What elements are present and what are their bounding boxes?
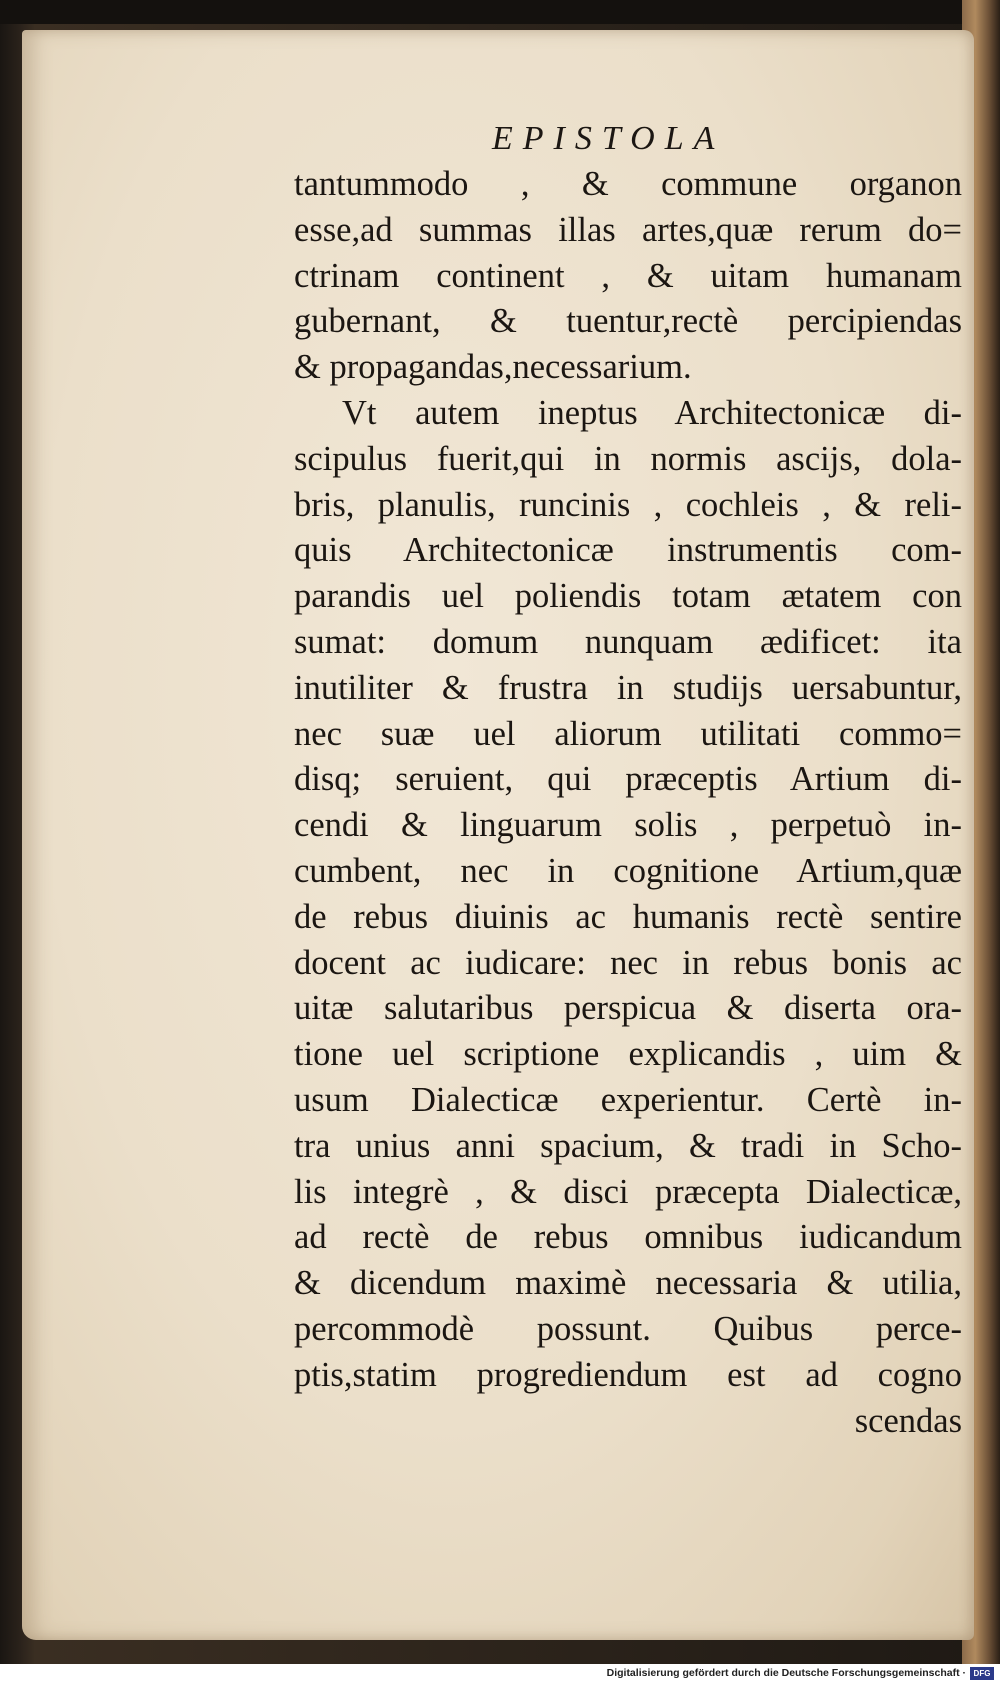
text-line: & dicendum maximè necessaria & utilia, [294,1264,962,1303]
text-line: quis Architectonicæ instrumentis com- [294,531,962,570]
text-line: inutiliter & frustra in studijs uersabuntur, [294,668,962,707]
text-line: percommodè possunt. Quibus perce- [294,1309,962,1348]
text-line: usum Dialecticæ experientur. Certè in- [294,1080,962,1119]
text-line: Vt autem ineptus Architectonicæ di- [342,393,962,432]
text-line: nec suæ uel aliorum utilitati commo= [294,714,962,753]
text-line: bris, planulis, runcinis , cochleis , & reli- [294,485,962,524]
text-line: lis integrè , & disci præcepta Dialecticæ, [294,1172,962,1211]
book-page [22,30,974,1640]
text-line: ptis,statim progrediendum est ad cogno [294,1355,962,1394]
text-line: cumbent, nec in cognitione Artium,quæ [294,851,962,890]
text-line: docent ac iudicare: nec in rebus bonis ac [294,943,962,982]
text-line: ad rectè de rebus omnibus iudicandum [294,1218,962,1257]
text-line: scipulus fuerit,qui in normis ascijs, dola- [294,439,962,478]
text-line: de rebus diuinis ac humanis rectè sentire [294,897,962,936]
text-line: & propagandas,necessarium. [294,348,692,387]
text-line: disq; seruient, qui præceptis Artium di- [294,760,962,799]
catchword: scendas [854,1401,962,1440]
text-block [294,162,962,1444]
text-line: esse,ad summas illas artes,quæ rerum do= [294,210,962,249]
text-line: tione uel scriptione explicandis , uim & [294,1035,962,1074]
book-top-edge [0,0,1000,24]
text-line: tantummodo , & commune organon [294,165,962,203]
text-line: sumat: domum nunquam ædificet: ita [294,622,962,661]
text-line: uitæ salutaribus perspicua & diserta ora- [294,989,962,1028]
text-line: tra unius anni spacium, & tradi in Scho- [294,1126,962,1165]
text-line: parandis uel poliendis totam ætatem con [294,577,962,616]
text-line: ctrinam continent , & uitam humanam [294,256,962,295]
dfg-logo: DFG [970,1667,994,1680]
digitization-footer [0,1664,1000,1684]
funding-notice: Digitalisierung gefördert durch die Deutsche Forschungsgemeinschaft · [606,1667,966,1679]
running-head: EPISTOLA [492,120,725,157]
text-line: gubernant, & tuentur,rectè percipiendas [294,302,962,341]
text-line: cendi & linguarum solis , perpetuò in- [294,806,962,845]
